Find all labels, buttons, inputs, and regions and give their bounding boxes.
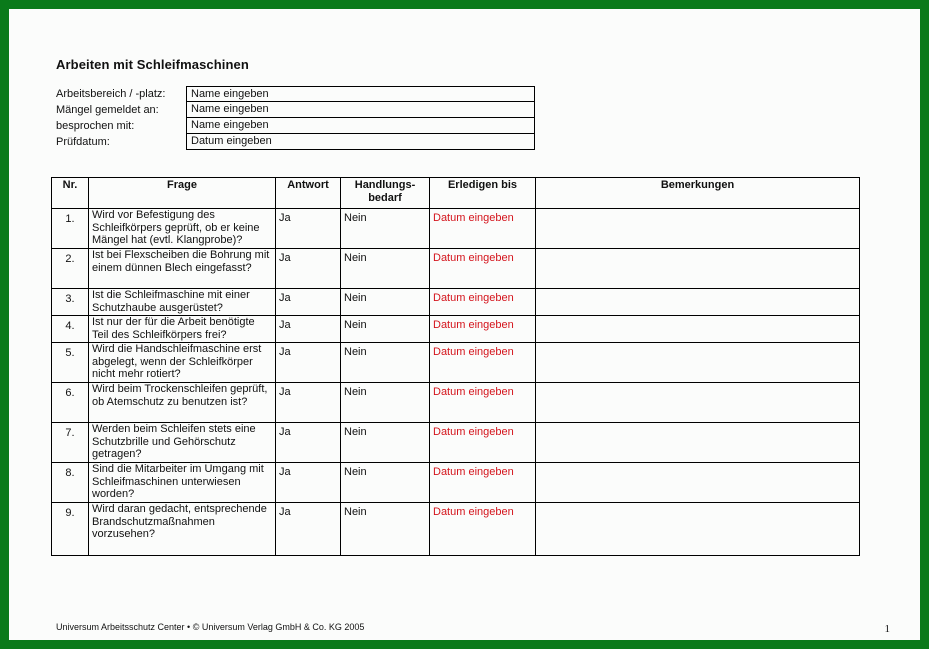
- answer-cell[interactable]: Ja: [276, 316, 341, 343]
- pruefdatum-field[interactable]: Datum eingeben: [186, 134, 535, 150]
- meta-label: Arbeitsbereich / -platz:: [56, 88, 166, 100]
- answer-cell[interactable]: Ja: [276, 423, 341, 463]
- remarks-cell[interactable]: [536, 343, 860, 383]
- meta-form: [56, 86, 535, 150]
- due-date-cell[interactable]: Datum eingeben: [430, 503, 536, 556]
- meta-label: Prüfdatum:: [56, 136, 110, 148]
- question-text: Wird die Handschleifmaschine erst abgelegt, wenn der Schleifkörper nicht mehr rotiert?: [89, 343, 276, 383]
- row-number: 1.: [52, 209, 89, 249]
- table-row: [52, 423, 860, 463]
- question-text: Sind die Mitarbeiter im Umgang mit Schleifmaschinen unterwiesen worden?: [89, 463, 276, 503]
- remarks-cell[interactable]: [536, 423, 860, 463]
- meta-label: Mängel gemeldet an:: [56, 104, 159, 116]
- document-page: [9, 9, 920, 640]
- question-text: Werden beim Schleifen stets eine Schutzbrille und Gehörschutz getragen?: [89, 423, 276, 463]
- table-row: [52, 383, 860, 423]
- due-date-cell[interactable]: Datum eingeben: [430, 316, 536, 343]
- header-bemerkungen: Bemerkungen: [536, 178, 860, 209]
- table-row: [52, 503, 860, 556]
- remarks-cell[interactable]: [536, 289, 860, 316]
- header-handlungsbedarf: Handlungs- bedarf: [341, 178, 430, 209]
- meta-label: besprochen mit:: [56, 120, 135, 132]
- action-needed-cell[interactable]: Nein: [341, 503, 430, 556]
- meta-row-maengel: [56, 102, 535, 118]
- besprochen-mit-field[interactable]: Name eingeben: [186, 118, 535, 134]
- question-text: Ist bei Flexscheiben die Bohrung mit einem dünnen Blech eingefasst?: [89, 249, 276, 289]
- due-date-cell[interactable]: Datum eingeben: [430, 289, 536, 316]
- table-row: [52, 463, 860, 503]
- answer-cell[interactable]: Ja: [276, 343, 341, 383]
- header-antwort: Antwort: [276, 178, 341, 209]
- page-number: 1: [884, 623, 890, 635]
- question-text: Wird vor Befestigung des Schleifkörpers geprüft, ob er keine Mängel hat (evtl. Klangprobe)?: [89, 209, 276, 249]
- meta-row-arbeitsbereich: [56, 86, 535, 102]
- row-number: 3.: [52, 289, 89, 316]
- header-frage: Frage: [89, 178, 276, 209]
- answer-cell[interactable]: Ja: [276, 249, 341, 289]
- row-number: 7.: [52, 423, 89, 463]
- question-text: Wird daran gedacht, entsprechende Brandschutzmaßnahmen vorzusehen?: [89, 503, 276, 556]
- row-number: 5.: [52, 343, 89, 383]
- answer-cell[interactable]: Ja: [276, 289, 341, 316]
- remarks-cell[interactable]: [536, 383, 860, 423]
- page-title: Arbeiten mit Schleifmaschinen: [56, 57, 249, 72]
- header-nr: Nr.: [52, 178, 89, 209]
- table-header-row: [52, 178, 860, 209]
- table-row: [52, 209, 860, 249]
- action-needed-cell[interactable]: Nein: [341, 289, 430, 316]
- answer-cell[interactable]: Ja: [276, 463, 341, 503]
- due-date-cell[interactable]: Datum eingeben: [430, 249, 536, 289]
- question-text: Ist nur der für die Arbeit benötigte Teil des Schleifkörpers frei?: [89, 316, 276, 343]
- action-needed-cell[interactable]: Nein: [341, 343, 430, 383]
- answer-cell[interactable]: Ja: [276, 383, 341, 423]
- remarks-cell[interactable]: [536, 249, 860, 289]
- meta-row-pruefdatum: [56, 134, 535, 150]
- remarks-cell[interactable]: [536, 316, 860, 343]
- question-text: Ist die Schleifmaschine mit einer Schutzhaube ausgerüstet?: [89, 289, 276, 316]
- arbeitsbereich-field[interactable]: Name eingeben: [186, 86, 535, 102]
- header-erledigen-bis: Erledigen bis: [430, 178, 536, 209]
- due-date-cell[interactable]: Datum eingeben: [430, 383, 536, 423]
- action-needed-cell[interactable]: Nein: [341, 463, 430, 503]
- action-needed-cell[interactable]: Nein: [341, 249, 430, 289]
- due-date-cell[interactable]: Datum eingeben: [430, 343, 536, 383]
- due-date-cell[interactable]: Datum eingeben: [430, 423, 536, 463]
- due-date-cell[interactable]: Datum eingeben: [430, 209, 536, 249]
- table-row: [52, 289, 860, 316]
- action-needed-cell[interactable]: Nein: [341, 209, 430, 249]
- copyright-footer: Universum Arbeitsschutz Center • © Universum Verlag GmbH & Co. KG 2005: [56, 622, 365, 632]
- question-text: Wird beim Trockenschleifen geprüft, ob Atemschutz zu benutzen ist?: [89, 383, 276, 423]
- table-row: [52, 249, 860, 289]
- row-number: 4.: [52, 316, 89, 343]
- action-needed-cell[interactable]: Nein: [341, 423, 430, 463]
- row-number: 9.: [52, 503, 89, 556]
- action-needed-cell[interactable]: Nein: [341, 383, 430, 423]
- row-number: 8.: [52, 463, 89, 503]
- answer-cell[interactable]: Ja: [276, 209, 341, 249]
- row-number: 6.: [52, 383, 89, 423]
- maengel-gemeldet-field[interactable]: Name eingeben: [186, 102, 535, 118]
- remarks-cell[interactable]: [536, 503, 860, 556]
- action-needed-cell[interactable]: Nein: [341, 316, 430, 343]
- checklist-table: [51, 177, 860, 556]
- table-row: [52, 343, 860, 383]
- row-number: 2.: [52, 249, 89, 289]
- answer-cell[interactable]: Ja: [276, 503, 341, 556]
- table-row: [52, 316, 860, 343]
- meta-row-besprochen: [56, 118, 535, 134]
- due-date-cell[interactable]: Datum eingeben: [430, 463, 536, 503]
- remarks-cell[interactable]: [536, 463, 860, 503]
- remarks-cell[interactable]: [536, 209, 860, 249]
